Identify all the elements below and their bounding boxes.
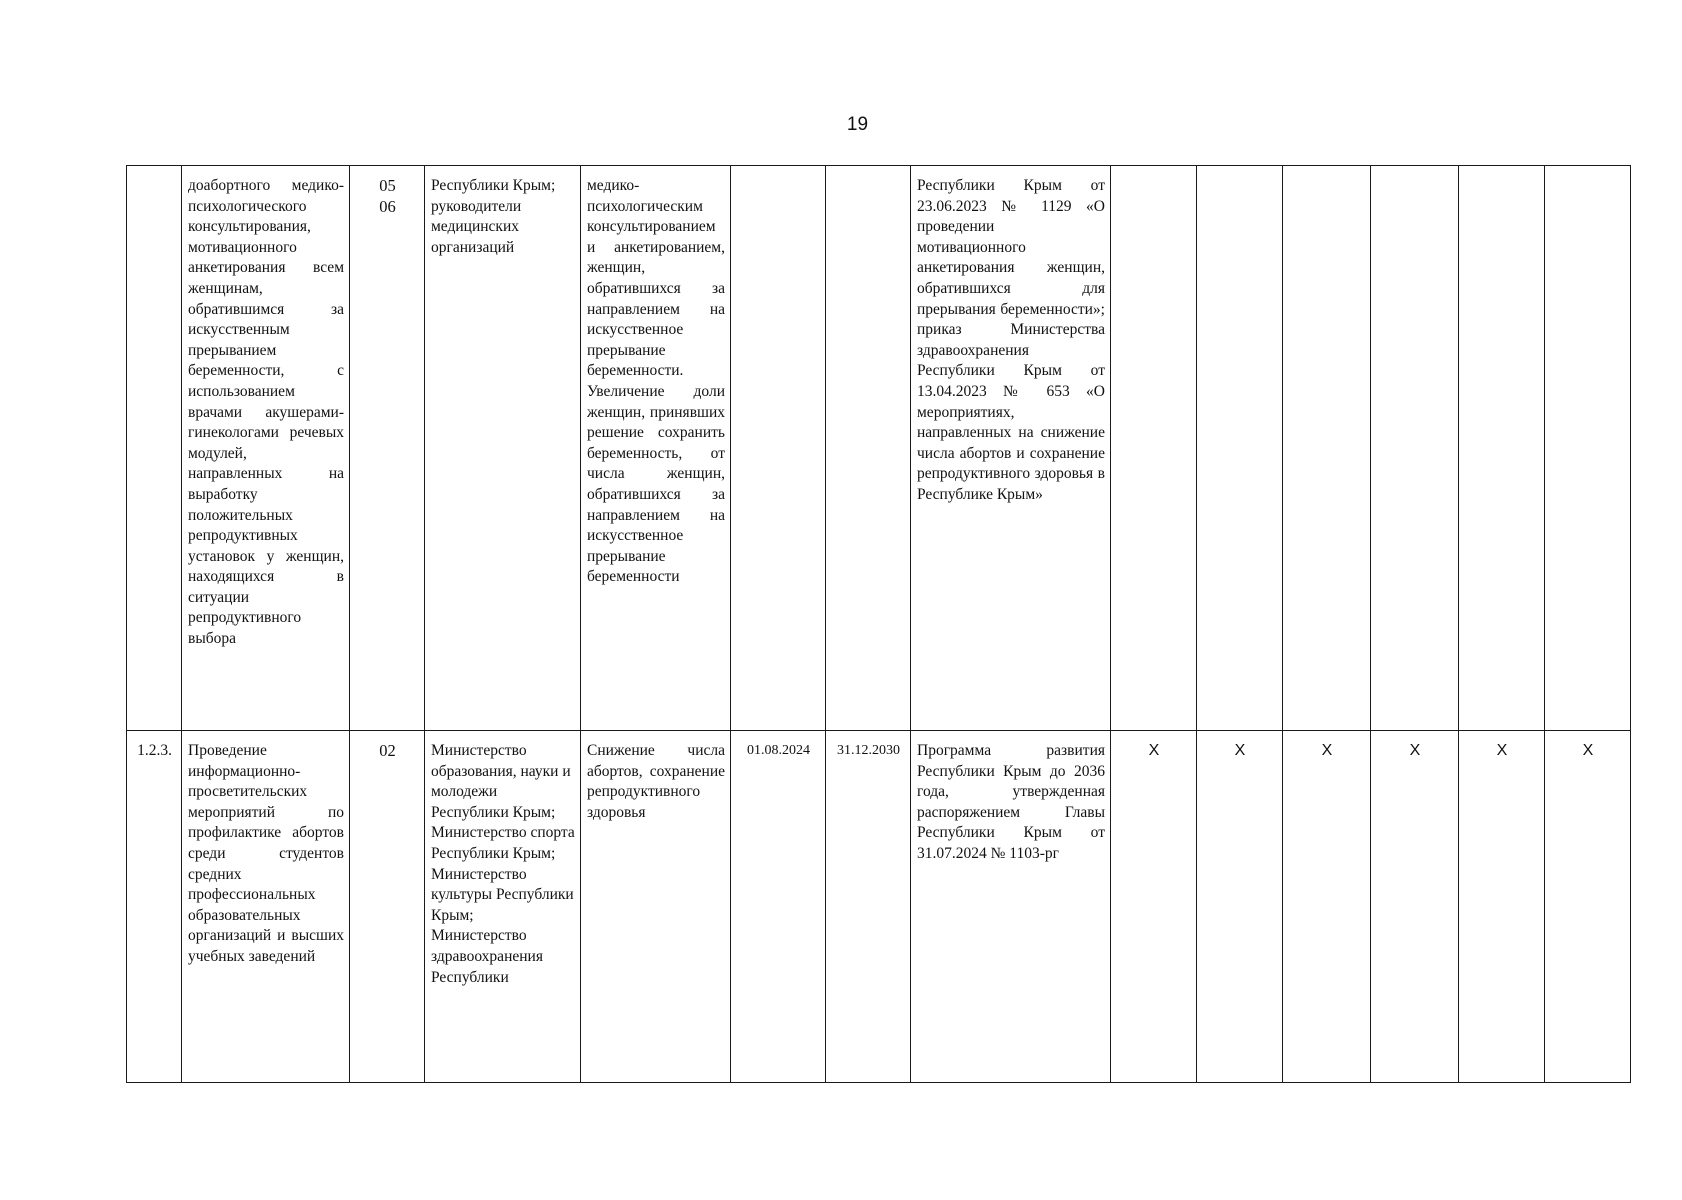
- mark-cell: [1545, 166, 1631, 731]
- mark-cell: Х: [1283, 731, 1371, 1083]
- code-line: 02: [379, 741, 396, 760]
- row-number: 1.2.3.: [127, 731, 182, 1083]
- mark-cell: Х: [1459, 731, 1545, 1083]
- code-cell: [350, 166, 425, 731]
- basis-cell: Программа развития Республики Крым до 2036 года, утвержденная распоряжением Главы Республики Крым от 31.07.2024 № 1103-рг: [911, 731, 1111, 1083]
- activity-cell: доабортного медико-психологического консультирования, мотивационного анкетирования всем женщинам, обратившимся за искусственным прерыванием беременности, с использованием врачами акушерами-гинекологами речевых модулей, направленных на выработку положительных репродуктивных установок у женщин, находящихся в ситуации репродуктивного выбора: [182, 166, 350, 731]
- end-date-cell: [826, 166, 911, 731]
- code-line: 06: [379, 196, 396, 216]
- mark-cell: Х: [1545, 731, 1631, 1083]
- start-date-cell: [731, 166, 826, 731]
- end-date-cell: 31.12.2030: [826, 731, 911, 1083]
- mark-cell: [1283, 166, 1371, 731]
- code-line: 05: [379, 176, 396, 195]
- page-number: 19: [846, 114, 869, 135]
- activities-table: [126, 165, 1631, 1083]
- executor-cell: Министерство образования, науки и молодежи Республики Крым; Министерство спорта Республики Крым; Министерство культуры Республики Крым; Министерство здравоохранения Республики: [425, 731, 581, 1083]
- mark-cell: [1459, 166, 1545, 731]
- mark-cell: Х: [1371, 731, 1459, 1083]
- basis-cell: Республики Крым от 23.06.2023 № 1129 «О проведении мотивационного анкетирования женщин, обратившихся для прерывания беременности»; приказ Министерства здравоохранения Республики Крым от 13.04.2023 № 653 «О мероприятиях, направленных на снижение числа абортов и сохранение репродуктивного здоровья в Республике Крым»: [911, 166, 1111, 731]
- executor-cell: Республики Крым; руководители медицинских организаций: [425, 166, 581, 731]
- row-number: [127, 166, 182, 731]
- mark-cell: [1371, 166, 1459, 731]
- start-date-cell: 01.08.2024: [731, 731, 826, 1083]
- table-row: [127, 166, 1631, 731]
- mark-cell: [1111, 166, 1197, 731]
- mark-cell: Х: [1111, 731, 1197, 1083]
- activity-cell: Проведение информационно-просветительских мероприятий по профилактике абортов среди студентов средних профессиональных образовательных организаций и высших учебных заведений: [182, 731, 350, 1083]
- result-cell: медико-психологическим консультированием и анкетированием, женщин, обратившихся за направлением на искусственное прерывание беременности. Увеличение доли женщин, принявших решение сохранить беременность, от числа женщин, обратившихся за направлением на искусственное прерывание беременности: [581, 166, 731, 731]
- table-row: [127, 731, 1631, 1083]
- mark-cell: Х: [1197, 731, 1283, 1083]
- result-cell: Снижение числа абортов, сохранение репродуктивного здоровья: [581, 731, 731, 1083]
- mark-cell: [1197, 166, 1283, 731]
- code-cell: [350, 731, 425, 1083]
